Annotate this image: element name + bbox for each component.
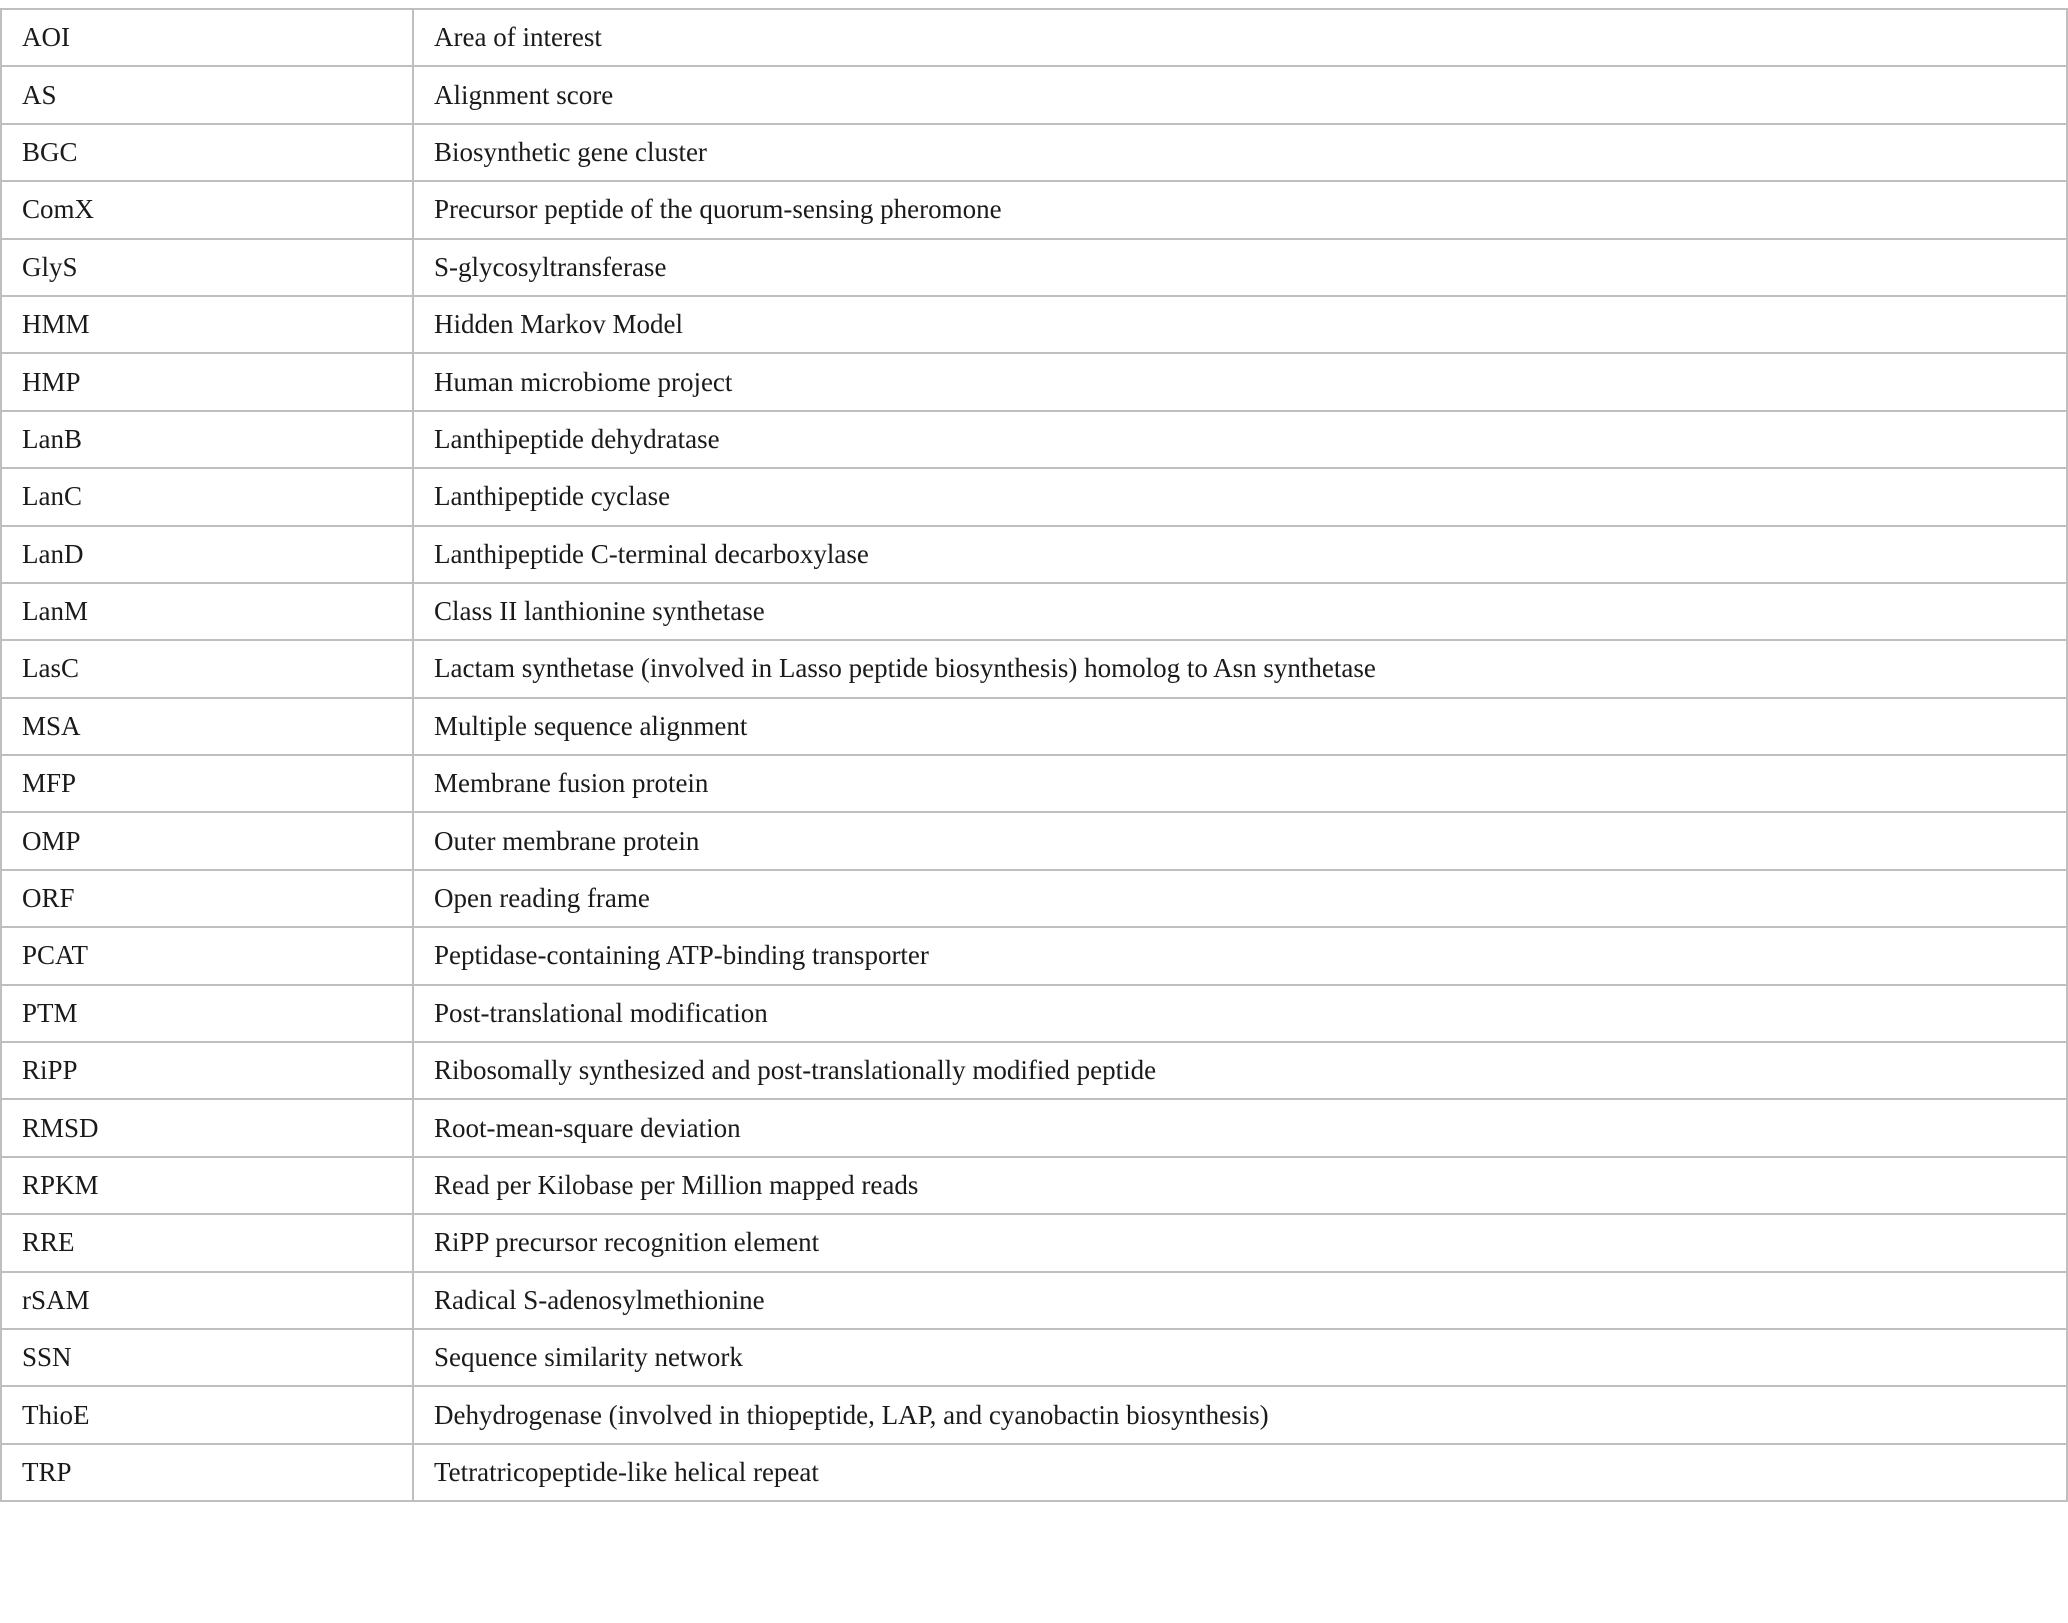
table-row <box>1 1386 2067 1443</box>
abbreviations-table <box>0 8 2068 1502</box>
abbreviation-cell: ComX <box>1 181 413 238</box>
definition-cell: Dehydrogenase (involved in thiopeptide, LAP, and cyanobactin biosynthesis) <box>413 1386 2067 1443</box>
table-row <box>1 812 2067 869</box>
definition-cell: Biosynthetic gene cluster <box>413 124 2067 181</box>
table-row <box>1 1272 2067 1329</box>
definition-cell: Membrane fusion protein <box>413 755 2067 812</box>
table-row <box>1 468 2067 525</box>
table-row <box>1 1157 2067 1214</box>
table-row <box>1 181 2067 238</box>
definition-cell: Alignment score <box>413 66 2067 123</box>
table-row <box>1 411 2067 468</box>
abbreviation-cell: LanC <box>1 468 413 525</box>
table-row <box>1 526 2067 583</box>
table-row <box>1 698 2067 755</box>
table-row <box>1 353 2067 410</box>
definition-cell: RiPP precursor recognition element <box>413 1214 2067 1271</box>
definition-cell: Lactam synthetase (involved in Lasso peptide biosynthesis) homolog to Asn synthetase <box>413 640 2067 697</box>
abbreviation-cell: PCAT <box>1 927 413 984</box>
definition-cell: Ribosomally synthesized and post-translationally modified peptide <box>413 1042 2067 1099</box>
table-row <box>1 296 2067 353</box>
table-row <box>1 583 2067 640</box>
definition-cell: Lanthipeptide cyclase <box>413 468 2067 525</box>
abbreviation-cell: AS <box>1 66 413 123</box>
table-row <box>1 985 2067 1042</box>
abbreviation-cell: RMSD <box>1 1099 413 1156</box>
abbreviation-cell: AOI <box>1 9 413 66</box>
abbreviation-cell: ThioE <box>1 1386 413 1443</box>
abbreviation-cell: MSA <box>1 698 413 755</box>
table-row <box>1 1444 2067 1501</box>
definition-cell: Outer membrane protein <box>413 812 2067 869</box>
table-row <box>1 124 2067 181</box>
abbreviation-cell: rSAM <box>1 1272 413 1329</box>
table-row <box>1 927 2067 984</box>
definition-cell: Sequence similarity network <box>413 1329 2067 1386</box>
abbreviation-cell: OMP <box>1 812 413 869</box>
definition-cell: Post-translational modification <box>413 985 2067 1042</box>
abbreviation-cell: LanM <box>1 583 413 640</box>
definition-cell: Root-mean-square deviation <box>413 1099 2067 1156</box>
table-row <box>1 1329 2067 1386</box>
abbreviation-cell: RPKM <box>1 1157 413 1214</box>
abbreviation-cell: ORF <box>1 870 413 927</box>
table-row <box>1 1214 2067 1271</box>
definition-cell: Human microbiome project <box>413 353 2067 410</box>
abbreviation-cell: LanB <box>1 411 413 468</box>
definition-cell: S-glycosyltransferase <box>413 239 2067 296</box>
abbreviation-cell: MFP <box>1 755 413 812</box>
table-row <box>1 66 2067 123</box>
table-row <box>1 239 2067 296</box>
definition-cell: Peptidase-containing ATP-binding transporter <box>413 927 2067 984</box>
abbreviation-cell: HMP <box>1 353 413 410</box>
definition-cell: Hidden Markov Model <box>413 296 2067 353</box>
table-row <box>1 870 2067 927</box>
definition-cell: Area of interest <box>413 9 2067 66</box>
definition-cell: Radical S-adenosylmethionine <box>413 1272 2067 1329</box>
definition-cell: Open reading frame <box>413 870 2067 927</box>
abbreviation-cell: BGC <box>1 124 413 181</box>
table-row <box>1 1099 2067 1156</box>
definition-cell: Class II lanthionine synthetase <box>413 583 2067 640</box>
abbreviation-cell: PTM <box>1 985 413 1042</box>
abbreviation-cell: TRP <box>1 1444 413 1501</box>
abbreviation-cell: GlyS <box>1 239 413 296</box>
definition-cell: Lanthipeptide C-terminal decarboxylase <box>413 526 2067 583</box>
definition-cell: Read per Kilobase per Million mapped reads <box>413 1157 2067 1214</box>
definition-cell: Lanthipeptide dehydratase <box>413 411 2067 468</box>
abbreviations-table-body <box>1 9 2067 1501</box>
abbreviation-cell: SSN <box>1 1329 413 1386</box>
definition-cell: Precursor peptide of the quorum-sensing pheromone <box>413 181 2067 238</box>
table-row <box>1 640 2067 697</box>
abbreviation-cell: RiPP <box>1 1042 413 1099</box>
table-row <box>1 1042 2067 1099</box>
definition-cell: Multiple sequence alignment <box>413 698 2067 755</box>
abbreviation-cell: RRE <box>1 1214 413 1271</box>
definition-cell: Tetratricopeptide-like helical repeat <box>413 1444 2067 1501</box>
table-row <box>1 755 2067 812</box>
abbreviation-cell: LasC <box>1 640 413 697</box>
abbreviation-cell: LanD <box>1 526 413 583</box>
abbreviation-cell: HMM <box>1 296 413 353</box>
table-row <box>1 9 2067 66</box>
